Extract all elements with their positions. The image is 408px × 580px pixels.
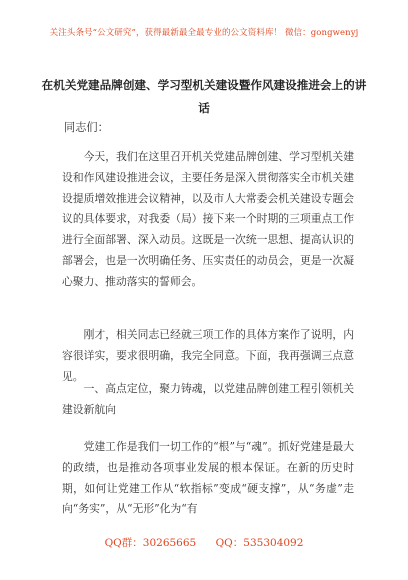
qq-number: QQ：535304092 [215,537,304,549]
document-title: 在机关党建品牌创建、学习型机关建设暨作风建设推进会上的讲话 [41,78,367,115]
paragraph: 刚才，相关同志已经就三项工作的具体方案作了说明，内容很详实，要求很明确，我完全同意。下面，我再强调三点意见。 [62,328,354,383]
promo-banner: 关注头条号“公文研究”，获得最新最全最专业的公文资料库！ 微信：gongwenyj [49,28,359,38]
qq-group: QQ群：30265665 [104,537,197,549]
section-heading: 一、高点定位，聚力铸魂，以党建品牌创建工程引领机关建设新航向 [62,382,354,416]
greeting: 同志们： [64,121,109,134]
footer-contact [0,535,408,550]
paragraph: 今天，我们在这里召开机关党建品牌创建、学习型机关建设和作风建设推进会议，主要任务是深入贯彻落实全市机关建设提质增效推进会议精神，以及市人大常委会机关建设专题会议的具体要求，对我委（局）接下来一个时期的三项重点工作进行全面部署、深入动员。这既是一次统一思想、提高认识的部署会，也是一次明确任务、压实责任的动员会，更是一次凝心聚力、推动落实的誓师会。 [62,150,354,288]
paragraph: 党建工作是我们一切工作的“根”与“魂”。抓好党建是最大的政绩，也是推动各项事业发展的根本保证。在新的历史时期，如何让党建工作从“软指标”变成“硬支撑”，从“务虚”走向“务实”，从“无形”化为“有 [62,440,354,516]
